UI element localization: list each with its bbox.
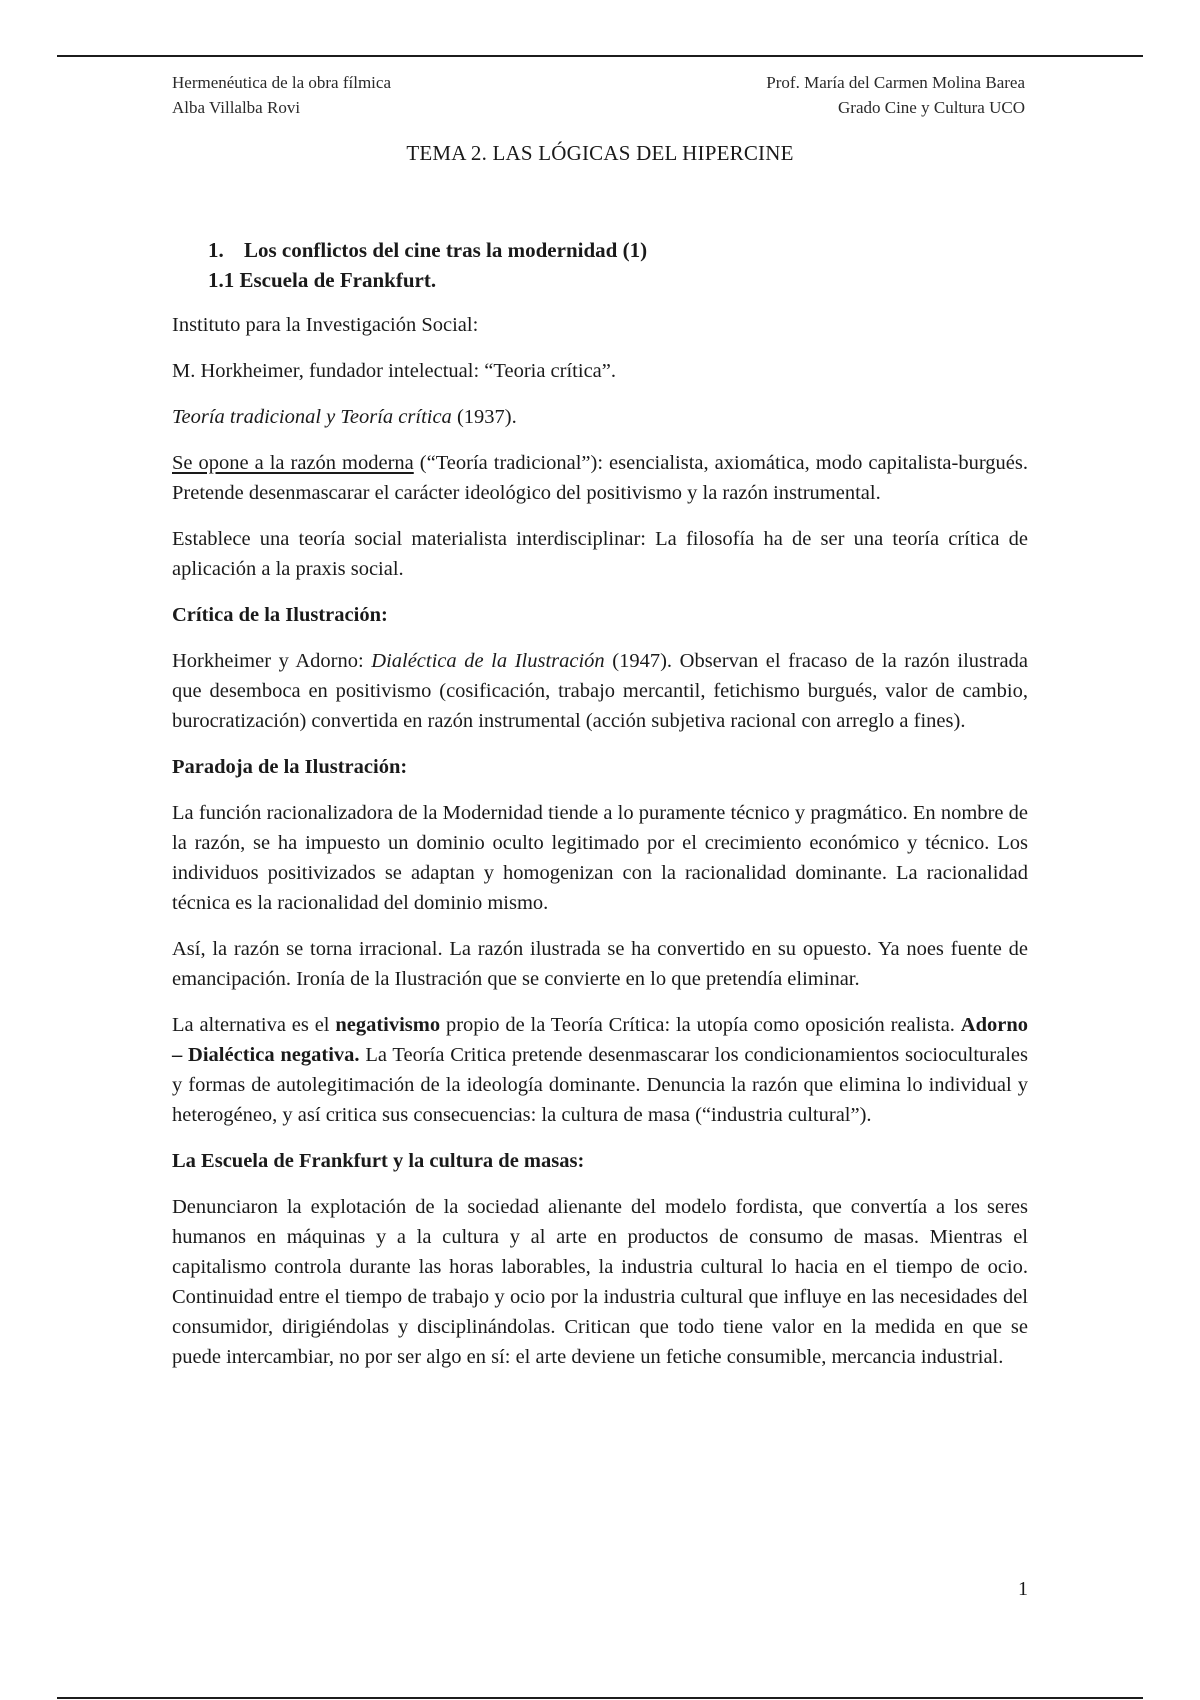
header-right bbox=[766, 70, 1025, 120]
paragraph-teoria: Teoría tradicional y Teoría crítica (1937). bbox=[172, 406, 517, 428]
document-body bbox=[172, 310, 1028, 1388]
author-name: Alba Villalba Rovi bbox=[172, 98, 301, 117]
paragraph-racionalizadora: La función racionalizadora de la Modernidad tiende a lo puramente técnico y pragmático. En nombre de la razón, se ha impuesto un dominio oculto legitimado por el crecimiento económico y técnico. Los individuos positivizados se adaptan y homogenizan con la racionalidad dominante. La racionalidad técnica es la racionalidad del dominio mismo. bbox=[172, 802, 1028, 914]
heading-critica: Crítica de la Ilustración: bbox=[172, 604, 388, 626]
heading-masas: La Escuela de Frankfurt y la cultura de masas: bbox=[172, 1150, 585, 1172]
paragraph-negativismo: La alternativa es el negativismo propio de la Teoría Crítica: la utopía como oposición realista. Adorno – Dialéctica negativa. La Teoría Critica pretende desenmascarar los condicionamientos socioculturales y formas de autolegitimación de la ideología dominante. Denuncia la razón que elimina lo individual y heterogéneo, y así critica sus consecuencias: la cultura de masa (“industria cultural”). bbox=[172, 1014, 1029, 1126]
heading-paradoja: Paradoja de la Ilustración: bbox=[172, 756, 408, 778]
section-headings bbox=[208, 235, 647, 295]
book-title-italic: Teoría tradicional y Teoría crítica bbox=[172, 406, 452, 428]
paragraph-razon-moderna: Se opone a la razón moderna (“Teoría tradicional”): esencialista, axiomática, modo capitalista-burgués. Pretende desenmascarar el carácter ideológico del positivismo y la razón instrumental. bbox=[172, 452, 1028, 504]
paragraph-instituto: Instituto para la Investigación Social: bbox=[172, 314, 479, 336]
page-number: 1 bbox=[1018, 1578, 1028, 1600]
paragraph-dialectica: Horkheimer y Adorno: Dialéctica de la Ilustración (1947). Observan el fracaso de la razón ilustrada que desemboca en positivismo (cosificación, trabajo mercantil, fetichismo burgués, valor de cambio, burocratización) convertida en razón instrumental (acción subjetiva racional con arreglo a fines). bbox=[172, 650, 1028, 732]
subsection-heading: 1.1 Escuela de Frankfurt. bbox=[208, 268, 437, 292]
book-title-italic: Dialéctica de la Ilustración bbox=[371, 650, 605, 672]
section-title: Los conflictos del cine tras la modernidad (1) bbox=[244, 238, 648, 262]
paragraph-fordista: Denunciaron la explotación de la sociedad alienante del modelo fordista, que convertía a los seres humanos en máquinas y a la cultura y al arte en productos de consumo de masas. Mientras el capitalismo controla durante las horas laborables, la industria cultural lo hacia en el tiempo de ocio. Continuidad entre el tiempo de trabajo y ocio por la industria cultural que influye en las necesidades del consumidor, dirigiéndolas y disciplinándolas. Critican que todo tiene valor en la medida en que se puede intercambiar, no por ser algo en sí: el arte deviene un fetiche consumible, mercancia industrial. bbox=[172, 1196, 1028, 1368]
bold-term: Adorno – Dialéctica negativa. bbox=[172, 1014, 1028, 1066]
document-title: TEMA 2. LAS LÓGICAS DEL HIPERCINE bbox=[406, 141, 794, 165]
section-number: 1. bbox=[208, 238, 224, 262]
paragraph-teoria-social: Establece una teoría social materialista interdisciplinar: La filosofía ha de ser una teoría crítica de aplicación a la praxis social. bbox=[172, 528, 1028, 580]
bottom-rule bbox=[57, 1697, 1143, 1699]
paragraph-horkheimer: M. Horkheimer, fundador intelectual: “Teoria crítica”. bbox=[172, 360, 616, 382]
bold-term: negativismo bbox=[335, 1014, 441, 1036]
course-name: Hermenéutica de la obra fílmica bbox=[172, 73, 391, 92]
header-left bbox=[172, 70, 391, 120]
underlined-phrase: Se opone a la razón moderna bbox=[172, 452, 414, 474]
top-rule bbox=[57, 55, 1143, 57]
paragraph-irracional: Así, la razón se torna irracional. La razón ilustrada se ha convertido en su opuesto. Ya noes fuente de emancipación. Ironía de la Ilustración que se convierte en lo que pretendía eliminar. bbox=[172, 938, 1028, 990]
section-heading-1 bbox=[208, 235, 647, 265]
professor-name: Prof. María del Carmen Molina Barea bbox=[766, 73, 1025, 92]
degree-name: Grado Cine y Cultura UCO bbox=[838, 98, 1025, 117]
